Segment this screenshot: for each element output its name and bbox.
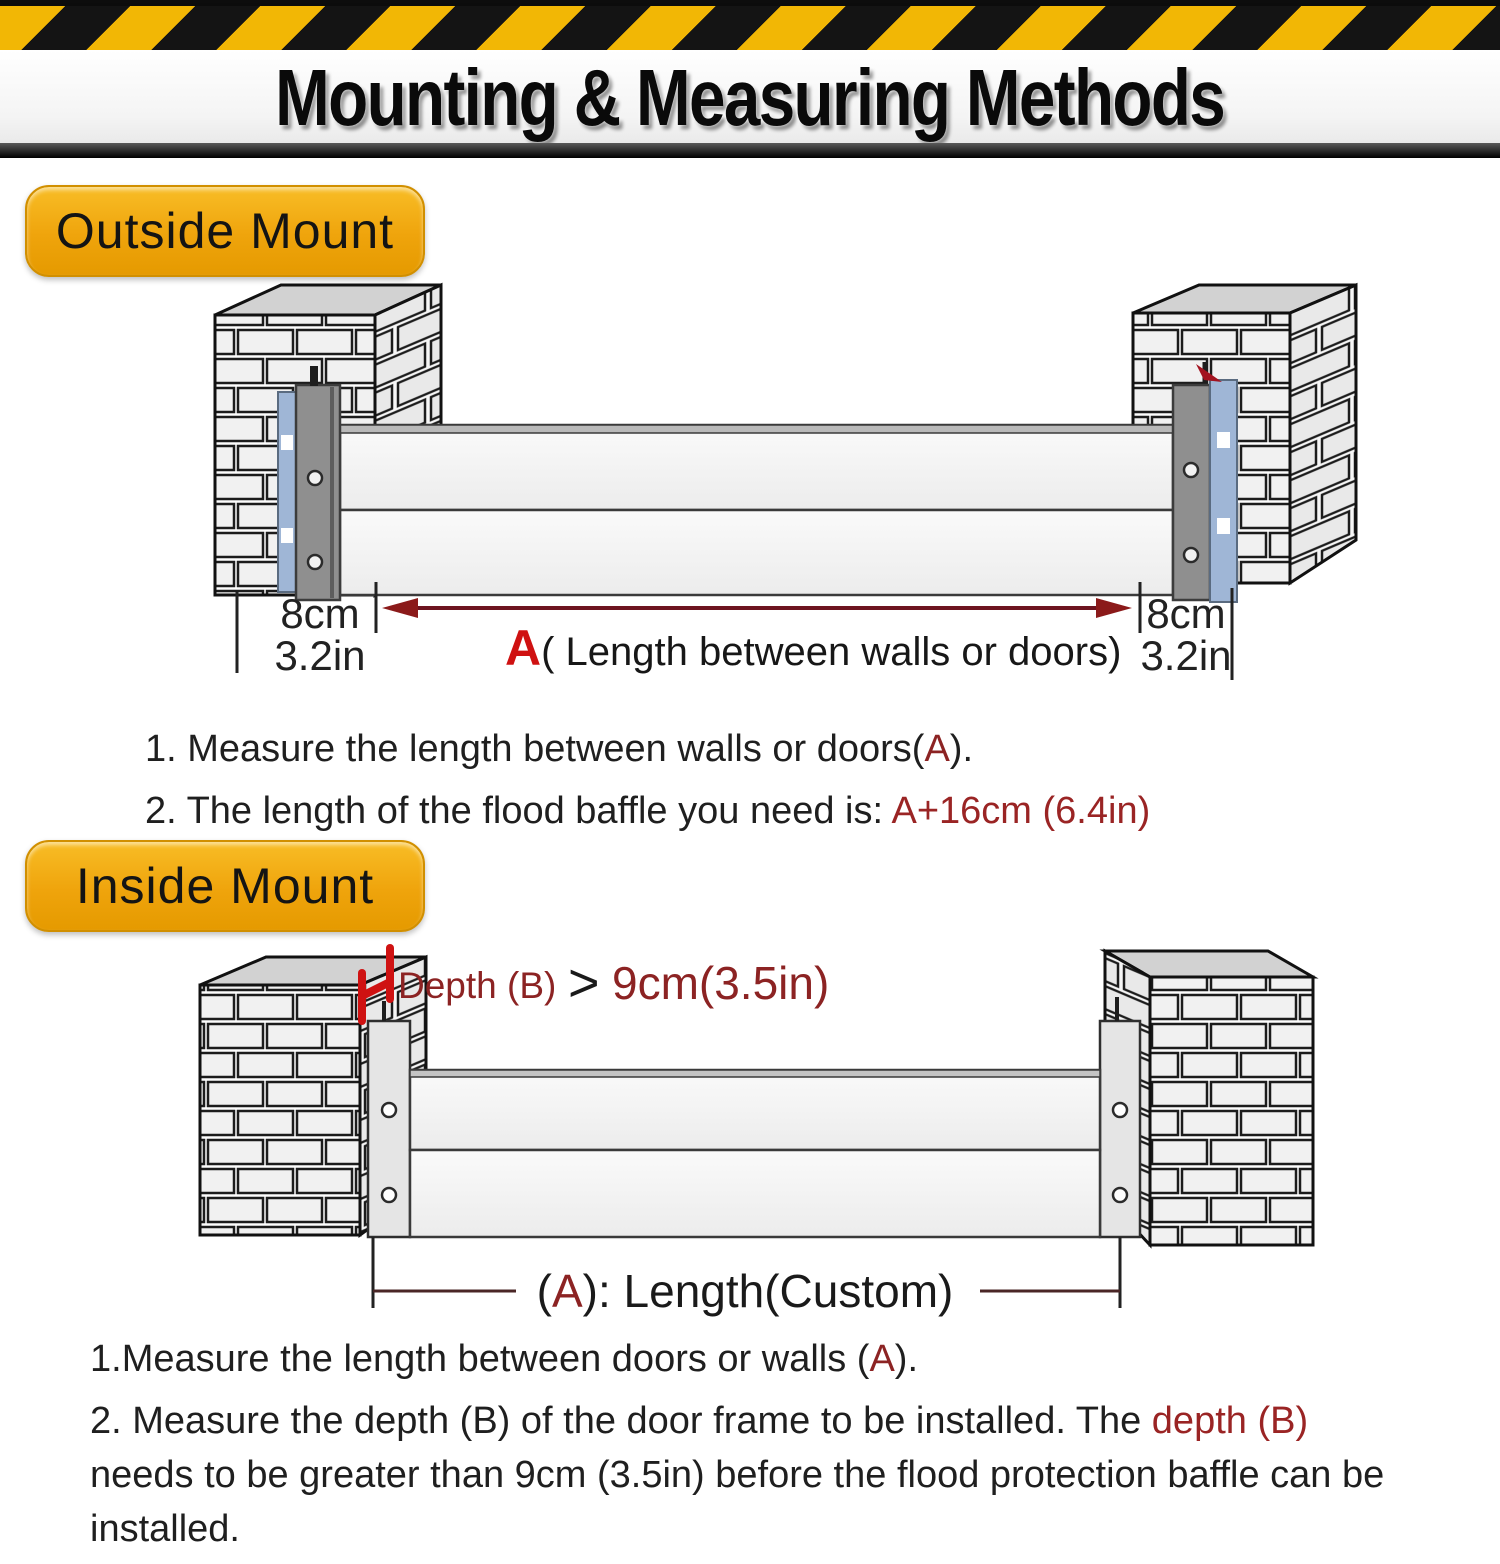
right-gasket-strip	[1210, 380, 1237, 602]
right-channel-bar	[1173, 385, 1210, 600]
inside-mount-diagram	[0, 935, 1500, 1330]
arrow-head-left-icon	[382, 598, 418, 618]
barrier-top-edge	[340, 425, 1173, 433]
right-32in-label: 3.2in	[1140, 632, 1232, 679]
screw-icon	[308, 555, 322, 569]
right-mounting-channel	[1173, 362, 1237, 602]
screw-icon	[1113, 1188, 1127, 1202]
outside-step-2: 2. The length of the flood baffle you need is: A+16cm (6.4in)	[145, 790, 1151, 832]
left-pillar-front-face	[200, 985, 360, 1235]
right-pillar-side-face	[1290, 285, 1356, 583]
page-title: Mounting & Measuring Methods	[275, 52, 1225, 142]
outside-mount-badge	[25, 185, 425, 277]
left-channel-bar	[368, 1021, 410, 1237]
length-a-label: A( Length between walls or doors)	[505, 620, 1122, 676]
flood-barrier	[410, 1070, 1100, 1237]
inside-mount-badge	[25, 840, 425, 932]
left-8cm-label: 8cm	[280, 590, 360, 637]
screw-icon	[1113, 1103, 1127, 1117]
barrier-top-panel	[410, 1070, 1100, 1150]
title-band	[0, 50, 1500, 145]
outside-mount-diagram	[0, 270, 1500, 710]
left-mounting-channel	[278, 366, 340, 600]
screw-icon	[308, 471, 322, 485]
left-32in-label: 3.2in	[274, 632, 366, 679]
gasket-hole	[1217, 432, 1230, 448]
caution-stripe-banner	[0, 6, 1500, 50]
barrier-bottom-panel	[410, 1150, 1100, 1237]
screw-icon	[1184, 463, 1198, 477]
outside-step-1: 1. Measure the length between walls or doors(A).	[145, 728, 974, 770]
barrier-top-edge	[410, 1070, 1100, 1077]
gasket-hole	[281, 528, 293, 543]
left-gasket-strip	[278, 392, 296, 592]
outside-mount-steps	[145, 722, 1405, 846]
gasket-hole	[281, 435, 293, 450]
flood-barrier	[340, 425, 1173, 595]
length-arrow	[382, 598, 1132, 618]
screw-icon	[382, 1188, 396, 1202]
left-mounting-channel	[368, 1001, 410, 1237]
inside-step-1: 1.Measure the length between doors or walls (A).	[90, 1338, 919, 1380]
right-channel-bar	[1100, 1021, 1140, 1237]
gasket-hole	[1217, 518, 1230, 534]
right-8cm-label: 8cm	[1146, 590, 1226, 637]
right-pillar-front-face	[1150, 977, 1313, 1245]
depth-value: 9cm(3.5in)	[612, 957, 830, 1009]
depth-label: Depth (B)	[398, 965, 557, 1006]
greater-than-sign: >	[568, 953, 600, 1013]
inside-step-2: 2. Measure the depth (B) of the door frame to be installed. The depth (B) needs to be greater than 9cm (3.5in) before the flood protection baffle can be installed.	[90, 1400, 1385, 1550]
custom-length-label: (A): Length(Custom)	[536, 1265, 954, 1317]
right-mounting-channel	[1100, 997, 1140, 1237]
screw-icon	[1184, 548, 1198, 562]
locating-pin	[310, 366, 318, 386]
inside-mount-badge-label: Inside Mount	[75, 858, 375, 914]
barrier-bottom-panel	[340, 510, 1173, 595]
screw-icon	[382, 1103, 396, 1117]
outside-mount-badge-label: Outside Mount	[55, 203, 395, 259]
title-underline-bar	[0, 143, 1500, 158]
inside-mount-steps	[90, 1332, 1420, 1564]
arrow-head-right-icon	[1096, 598, 1132, 618]
barrier-top-panel	[340, 425, 1173, 510]
